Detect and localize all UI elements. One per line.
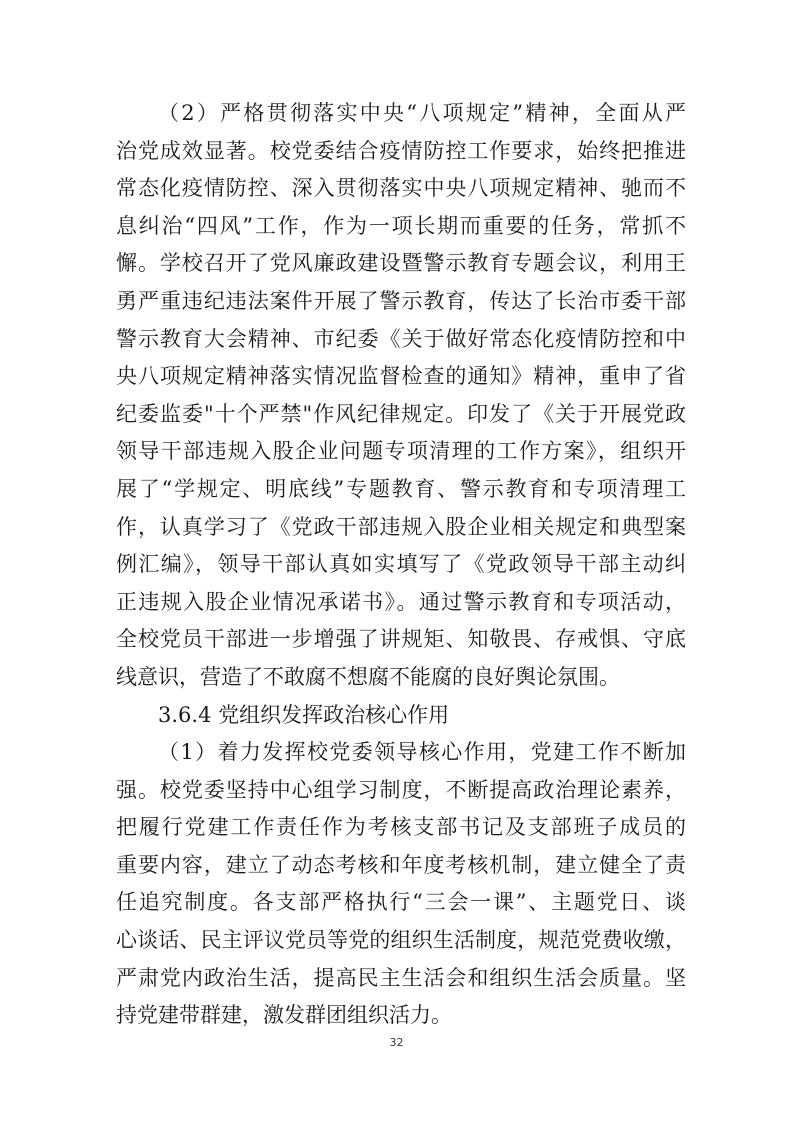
paragraph-line: 严肃党内政治生活，提高民主生活会和组织生活会质量。坚 xyxy=(116,965,686,990)
paragraph-line: 勇严重违纪违法案件开展了警示教育，传达了长治市委干部 xyxy=(116,288,686,313)
paragraph-line: 息纠治“四风”工作，作为一项长期而重要的任务，常抓不 xyxy=(116,213,686,238)
paragraph-line: 持党建带群建，激发群团组织活力。 xyxy=(116,1003,452,1028)
paragraph-line: （2）严格贯彻落实中央“八项规定”精神，全面从严 xyxy=(158,101,686,125)
paragraph-line: 例汇编》，领导干部认真如实填写了《党政领导干部主动纠 xyxy=(116,552,686,577)
paragraph-line: （1）着力发挥校党委领导核心作用，党建工作不断加 xyxy=(158,740,686,765)
paragraph-line: 线意识，营造了不敢腐不想腐不能腐的良好舆论氛围。 xyxy=(116,664,620,689)
paragraph-line: 央八项规定精神落实情况监督检查的通知》精神，重申了省 xyxy=(116,364,686,389)
paragraph-line: 重要内容，建立了动态考核和年度考核机制，建立健全了责 xyxy=(116,852,686,877)
paragraph-line: 懈。学校召开了党风廉政建设暨警示教育专题会议，利用王 xyxy=(116,251,686,276)
paragraph-line: 正违规入股企业情况承诺书》。通过警示教育和专项活动， xyxy=(116,589,686,614)
paragraph-line: 作，认真学习了《党政干部违规入股企业相关规定和典型案 xyxy=(116,514,686,539)
document-body xyxy=(116,95,686,1035)
paragraph-line: 常态化疫情防控、深入贯彻落实中央八项规定精神、驰而不 xyxy=(116,176,686,201)
paragraph-line: 心谈话、民主评议党员等党的组织生活制度，规范党费收缴， xyxy=(116,928,686,953)
section-heading: 3.6.4 党组织发挥政治核心作用 xyxy=(158,702,450,727)
paragraph-line: 把履行党建工作责任作为考核支部书记及支部班子成员的 xyxy=(116,815,686,840)
paragraph-line: 警示教育大会精神、市纪委《关于做好常态化疫情防控和中 xyxy=(116,326,686,351)
paragraph-line: 强。校党委坚持中心组学习制度，不断提高政治理论素养， xyxy=(116,777,686,802)
paragraph-line: 纪委监委"十个严禁"作风纪律规定。印发了《关于开展党政 xyxy=(116,401,686,426)
paragraph-line: 展了“学规定、明底线”专题教育、警示教育和专项清理工 xyxy=(116,476,686,501)
paragraph-line: 全校党员干部进一步增强了讲规矩、知敬畏、存戒惧、守底 xyxy=(116,627,686,652)
paragraph-line: 领导干部违规入股企业问题专项清理的工作方案》，组织开 xyxy=(116,439,686,464)
paragraph-line: 任追究制度。各支部严格执行“三会一课”、主题党日、谈 xyxy=(116,890,686,915)
paragraph-line: 治党成效显著。校党委结合疫情防控工作要求，始终把推进 xyxy=(116,138,686,163)
page-number: 32 xyxy=(389,1036,404,1049)
